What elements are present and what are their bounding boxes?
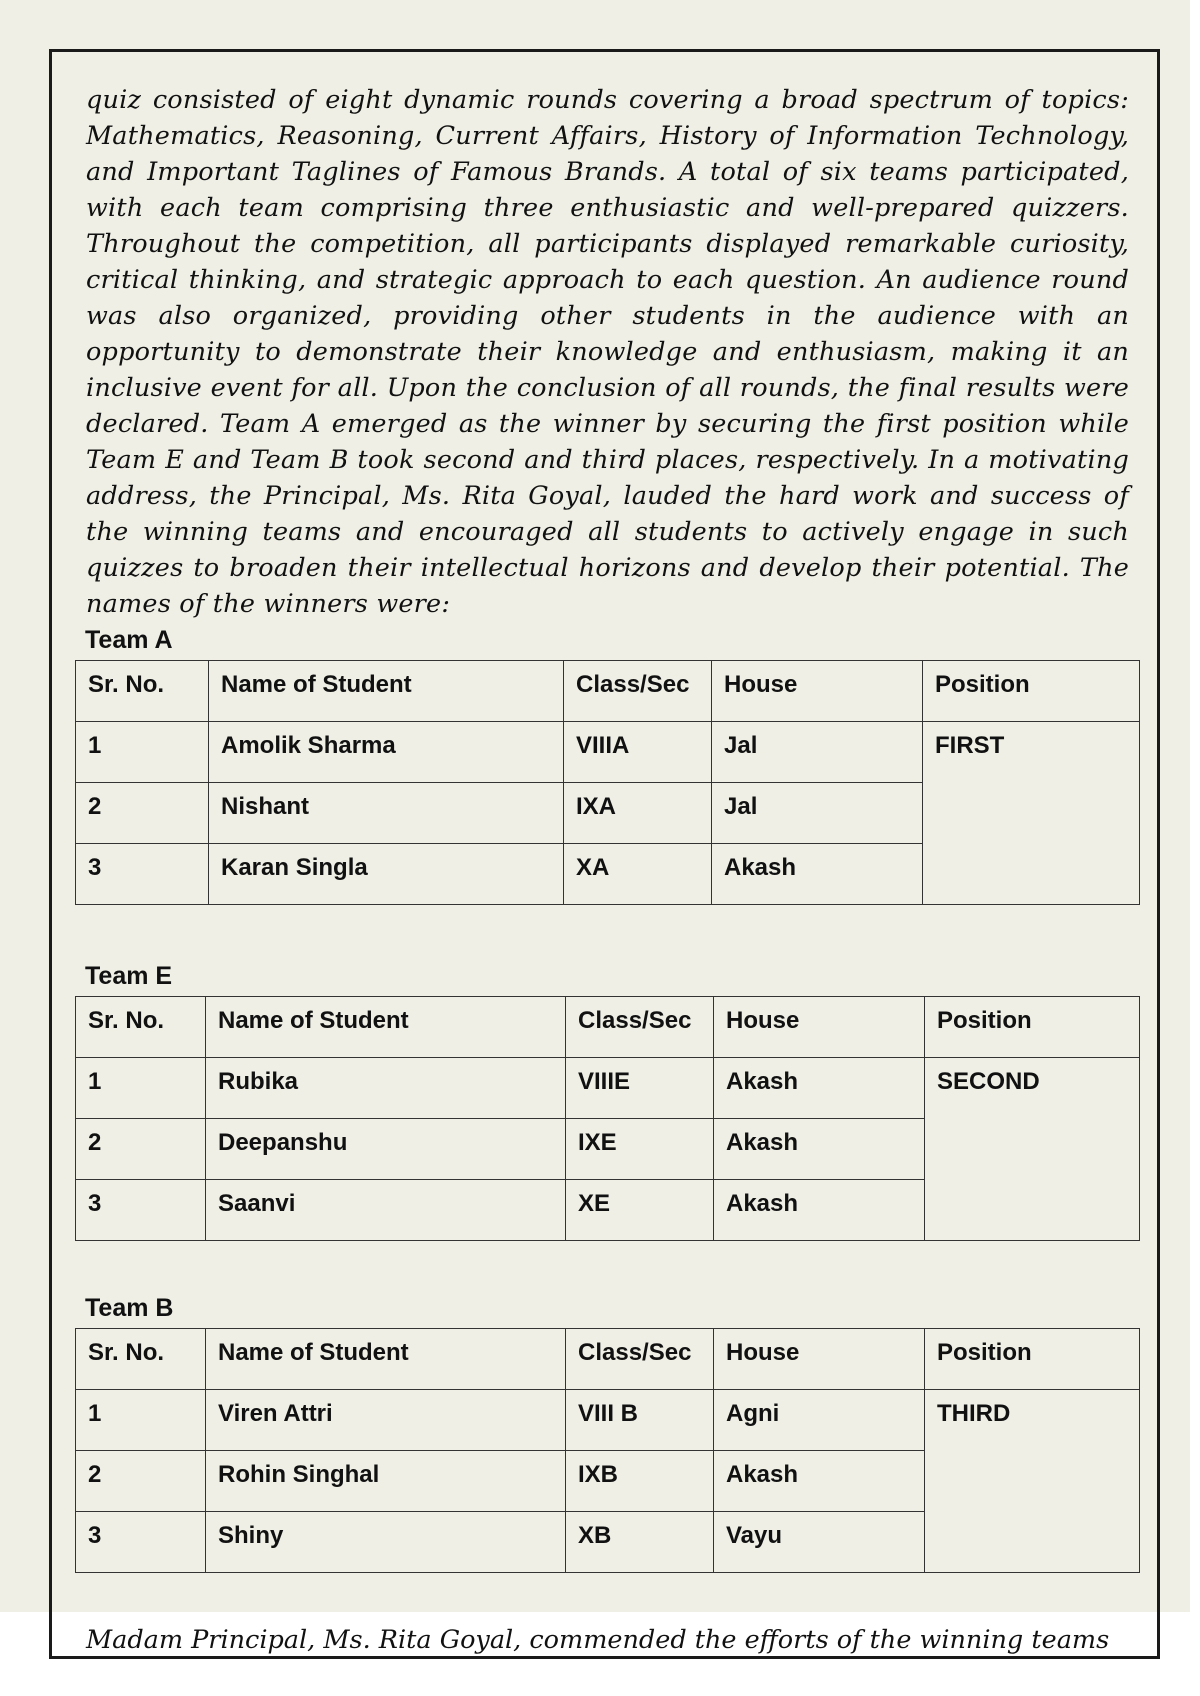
cell-name: Shiny [206, 1512, 566, 1573]
cell-name: Amolik Sharma [209, 722, 564, 783]
cell-name: Saanvi [206, 1180, 566, 1241]
table-header-row [76, 1329, 1140, 1390]
col-header-class: Class/Sec [566, 997, 714, 1058]
table-row [76, 1058, 1140, 1119]
col-header-position: Position [925, 997, 1140, 1058]
cell-sr: 3 [76, 844, 209, 905]
col-header-sr: Sr. No. [76, 661, 209, 722]
cell-sr: 2 [76, 1119, 206, 1180]
table-row [76, 1390, 1140, 1451]
col-header-class: Class/Sec [564, 661, 712, 722]
col-header-sr: Sr. No. [76, 1329, 206, 1390]
cell-position: FIRST [923, 722, 1140, 905]
table-header-row [76, 997, 1140, 1058]
col-header-position: Position [923, 661, 1140, 722]
cell-name: Rubika [206, 1058, 566, 1119]
cell-sr: 3 [76, 1180, 206, 1241]
cell-class: VIIIA [564, 722, 712, 783]
cell-class: XB [566, 1512, 714, 1573]
cell-house: Agni [714, 1390, 925, 1451]
col-header-position: Position [925, 1329, 1140, 1390]
cell-name: Viren Attri [206, 1390, 566, 1451]
team-b-label: Team B [85, 1294, 174, 1322]
cell-name: Deepanshu [206, 1119, 566, 1180]
col-header-class: Class/Sec [566, 1329, 714, 1390]
cell-class: XA [564, 844, 712, 905]
team-a-table [75, 660, 1140, 905]
cell-house: Akash [714, 1119, 925, 1180]
team-e-label: Team E [85, 962, 173, 990]
cell-house: Akash [714, 1058, 925, 1119]
cell-class: VIII B [566, 1390, 714, 1451]
cell-name: Karan Singla [209, 844, 564, 905]
col-header-name: Name of Student [206, 1329, 566, 1390]
col-header-name: Name of Student [206, 997, 566, 1058]
cell-house: Akash [714, 1180, 925, 1241]
col-header-house: House [714, 1329, 925, 1390]
col-header-house: House [714, 997, 925, 1058]
cell-class: IXB [566, 1451, 714, 1512]
team-e-table [75, 996, 1140, 1241]
cell-class: IXA [564, 783, 712, 844]
closing-paragraph: Madam Principal, Ms. Rita Goyal, commended the efforts of the winning teams [86, 1625, 1110, 1655]
cell-name: Nishant [209, 783, 564, 844]
cell-sr: 1 [76, 1390, 206, 1451]
cell-name: Rohin Singhal [206, 1451, 566, 1512]
cell-house: Vayu [714, 1512, 925, 1573]
col-header-name: Name of Student [209, 661, 564, 722]
intro-paragraph: quiz consisted of eight dynamic rounds covering a broad spectrum of topics: Mathematics, Reasoning, Current Affairs, History of Information Technology, and Important Taglines of Famous Brands. A total of six teams participated, with each team comprising three enthusiastic and well-prepared quizzers. Throughout the competition, all participants displayed remarkable curiosity, critical thinking, and strategic approach to each question. An audience round was also organized, providing other students in the audience with an opportunity to demonstrate their knowledge and enthusiasm, making it an inclusive event for all. Upon the conclusion of all rounds, the final results were declared. Team A emerged as the winner by securing the first position while Team E and Team B took second and third places, respectively. In a motivating address, the Principal, Ms. Rita Goyal, lauded the hard work and success of the winning teams and encouraged all students to actively engage in such quizzes to broaden their intellectual horizons and develop their potential. The names of the winners were: [86, 85, 1129, 619]
cell-position: THIRD [925, 1390, 1140, 1573]
cell-sr: 1 [76, 1058, 206, 1119]
cell-sr: 1 [76, 722, 209, 783]
cell-class: VIIIE [566, 1058, 714, 1119]
col-header-sr: Sr. No. [76, 997, 206, 1058]
cell-house: Akash [712, 844, 923, 905]
table-row [76, 722, 1140, 783]
team-a-label: Team A [85, 626, 173, 654]
cell-class: IXE [566, 1119, 714, 1180]
cell-sr: 3 [76, 1512, 206, 1573]
cell-house: Akash [714, 1451, 925, 1512]
cell-position: SECOND [925, 1058, 1140, 1241]
col-header-house: House [712, 661, 923, 722]
table-header-row [76, 661, 1140, 722]
cell-house: Jal [712, 722, 923, 783]
cell-sr: 2 [76, 783, 209, 844]
team-b-table [75, 1328, 1140, 1573]
cell-class: XE [566, 1180, 714, 1241]
cell-house: Jal [712, 783, 923, 844]
cell-sr: 2 [76, 1451, 206, 1512]
